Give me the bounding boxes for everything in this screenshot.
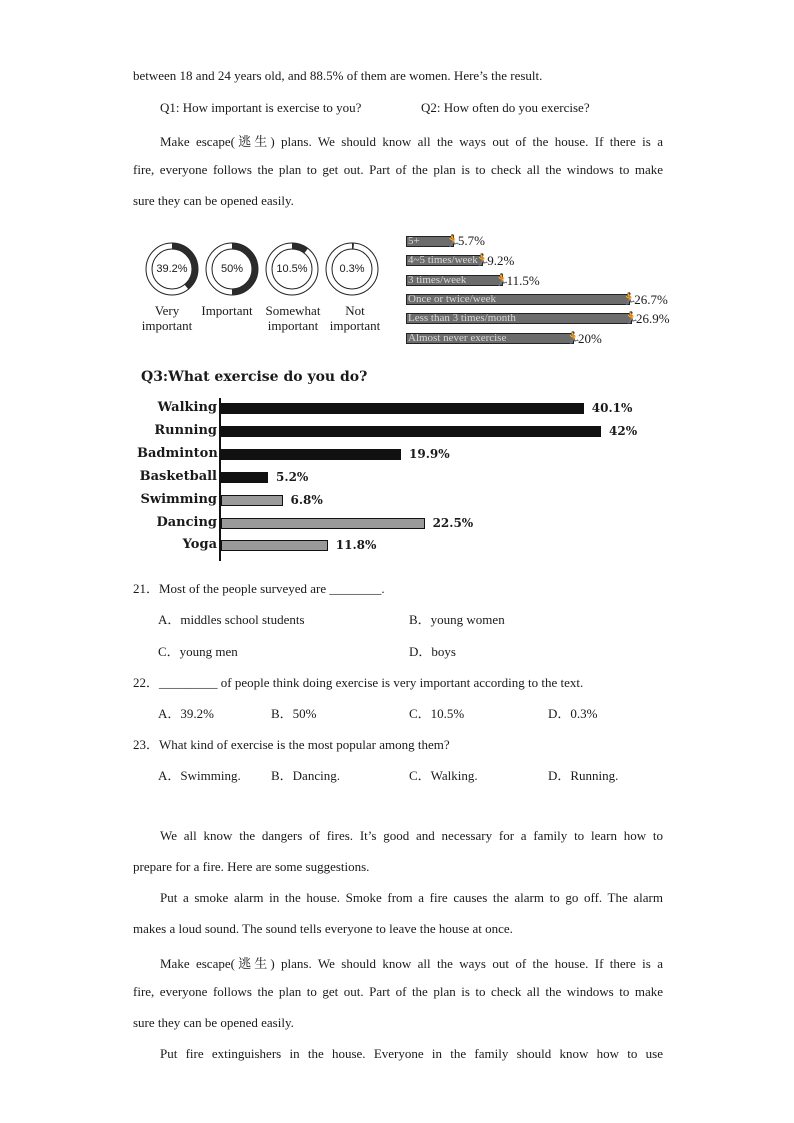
passage-line: prepare for a fire. Here are some suggestions. xyxy=(133,859,370,874)
bar-badminton xyxy=(221,449,401,460)
option-a[interactable]: A．Swimming. xyxy=(158,768,241,783)
passage-line: Put fire extinguishers in the house. Everyone in the family should know how to use xyxy=(160,1046,663,1061)
intro-line: between 18 and 24 years old, and 88.5% of them are women. Here’s the result. xyxy=(133,68,543,83)
passage-line: makes a loud sound. The sound tells everyone to leave the house at once. xyxy=(133,921,513,936)
donut-label-line: Somewhat xyxy=(265,303,321,318)
question-22: 22．_________ of people think doing exercise is very important according to the text. xyxy=(133,675,584,690)
bar-walking xyxy=(221,403,584,414)
category-label-walking: Walking xyxy=(157,400,217,415)
category-label-yoga: Yoga xyxy=(182,537,217,553)
donut-percent: 10.5% xyxy=(276,263,308,275)
category-label-basketball: Basketball xyxy=(139,468,217,484)
paragraph-line: fire, everyone follows the plan to get out. Part of the plan is to check all the windows to make xyxy=(133,162,663,177)
option-b[interactable]: B．Dancing. xyxy=(271,768,340,783)
chart-title: Q3:What exercise do you do? xyxy=(141,369,368,385)
donut-percent: 39.2% xyxy=(156,263,188,275)
category-label-swimming: Swimming xyxy=(140,491,217,507)
bar-swimming xyxy=(221,495,283,506)
donut-label-line: important xyxy=(329,318,381,333)
frequency-value: 20% xyxy=(578,331,602,346)
value-label-badminton: 19.9% xyxy=(409,446,450,461)
question-23: 23．What kind of exercise is the most popular among them? xyxy=(133,737,450,752)
donut-label-line: important xyxy=(141,318,193,333)
option-d[interactable]: D．0.3% xyxy=(548,706,598,721)
value-label-dancing: 22.5% xyxy=(432,515,474,530)
option-b[interactable]: B．young women xyxy=(409,612,505,627)
paragraph-line: sure they can be opened easily. xyxy=(133,193,294,208)
frequency-value: 11.5% xyxy=(506,273,540,288)
option-d[interactable]: D．Running. xyxy=(548,768,619,783)
donut-label-line: Important xyxy=(201,303,253,318)
passage-line: fire, everyone follows the plan to get out. Part of the plan is to check all the windows to make xyxy=(133,984,663,999)
runner-icon: 🏃 xyxy=(494,273,510,287)
option-a[interactable]: A．middles school students xyxy=(158,612,305,627)
option-c[interactable]: C．Walking. xyxy=(409,768,478,783)
bar-basketball xyxy=(221,472,268,483)
frequency-value: 9.2% xyxy=(487,253,515,268)
passage-line: Put a smoke alarm in the house. Smoke from a fire causes the alarm to go off. The alarm xyxy=(160,890,663,905)
question-21: 21．Most of the people surveyed are ________. xyxy=(133,581,385,596)
frequency-label: 4~5 times/week xyxy=(408,255,478,266)
bar-dancing xyxy=(221,518,425,529)
category-label-dancing: Dancing xyxy=(156,514,217,530)
value-label-walking: 40.1% xyxy=(591,401,633,415)
paragraph-line: Make escape(逃生) plans. We should know all the ways out of the house. If there is a xyxy=(160,134,663,149)
value-label-basketball: 5.2% xyxy=(276,469,309,484)
donut-very-important xyxy=(142,239,202,299)
value-label-yoga: 11.8% xyxy=(335,538,377,553)
runner-icon: 🏃 xyxy=(622,292,638,306)
donut-label-line: Very xyxy=(154,303,180,318)
runner-icon: 🏃 xyxy=(566,331,581,345)
frequency-label: Once or twice/week xyxy=(408,294,496,305)
frequency-value: 26.7% xyxy=(634,292,668,307)
option-b[interactable]: B．50% xyxy=(271,706,317,721)
option-c[interactable]: C．young men xyxy=(158,644,238,659)
runner-icon: 🏃 xyxy=(475,253,491,267)
donut-percent: 0.3% xyxy=(339,263,365,275)
frequency-label: 3 times/week xyxy=(408,275,467,286)
bar-yoga xyxy=(221,540,328,551)
frequency-value: 26.9% xyxy=(635,311,670,326)
frequency-label: Less than 3 times/month xyxy=(408,313,516,324)
runner-icon: 🏃 xyxy=(445,234,461,248)
frequency-label: 5+ xyxy=(408,236,420,247)
passage-line: Make escape(逃生) plans. We should know all the ways out of the house. If there is a xyxy=(160,956,663,971)
q2-heading: Q2: How often do you exercise? xyxy=(421,100,590,115)
q1-heading: Q1: How important is exercise to you? xyxy=(160,100,362,115)
runner-icon: 🏃 xyxy=(623,311,639,325)
value-label-running: 42% xyxy=(609,423,638,438)
donut-label-line: important xyxy=(267,318,319,333)
passage-line: We all know the dangers of fires. It’s good and necessary for a family to learn how to xyxy=(160,828,663,843)
option-c[interactable]: C．10.5% xyxy=(409,706,465,721)
value-label-swimming: 6.8% xyxy=(290,492,323,507)
option-a[interactable]: A．39.2% xyxy=(158,706,214,721)
category-label-badminton: Badminton xyxy=(137,445,218,461)
passage-line: sure they can be opened easily. xyxy=(133,1015,294,1030)
category-label-running: Running xyxy=(154,422,217,438)
donut-percent: 50% xyxy=(220,263,244,275)
donut-not-important xyxy=(322,239,382,299)
frequency-label: Almost never exercise xyxy=(408,333,507,344)
donut-important xyxy=(202,239,262,299)
donut-label xyxy=(310,303,400,333)
donut-somewhat-important xyxy=(262,239,322,299)
option-d[interactable]: D．boys xyxy=(409,644,456,659)
donut-label-line: Not xyxy=(345,303,365,318)
bar-running xyxy=(221,426,601,437)
frequency-value: 5.7% xyxy=(457,233,485,248)
